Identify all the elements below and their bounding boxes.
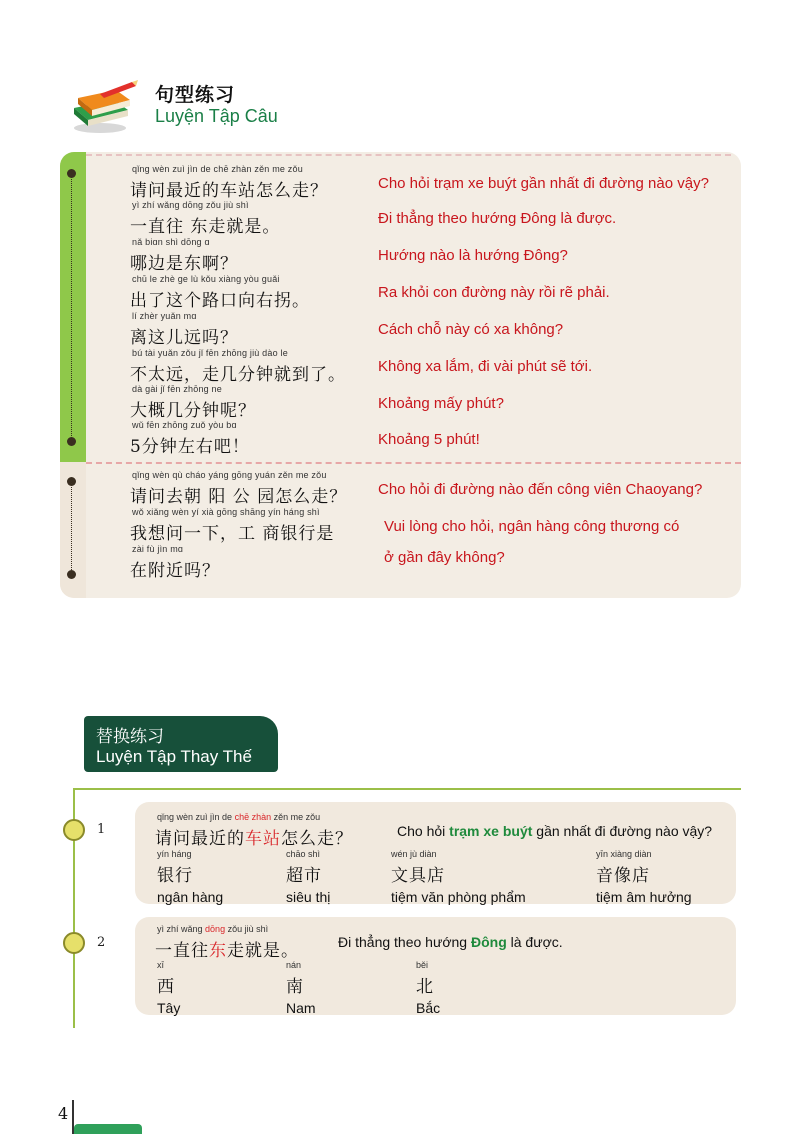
binding-line bbox=[71, 174, 72, 444]
substitution-option bbox=[286, 960, 316, 1016]
chinese-text: 北 bbox=[416, 977, 434, 997]
pinyin: dà gài jǐ fēn zhōng ne bbox=[132, 384, 222, 394]
sentence-row bbox=[130, 274, 310, 311]
chinese-text: 请问最近的车站怎么走？ bbox=[130, 181, 328, 201]
chinese-text: 一直往 东走就是。 bbox=[130, 217, 281, 237]
substitution-option bbox=[416, 960, 440, 1016]
sentence-row bbox=[130, 470, 347, 507]
binding-line bbox=[71, 482, 72, 570]
footer-green-tab bbox=[74, 1124, 142, 1134]
item-number: 1 bbox=[97, 822, 106, 837]
vietnamese-translation: Hướng nào là hướng Đông? bbox=[378, 247, 568, 264]
pinyin: yīn xiàng diàn bbox=[596, 849, 652, 859]
sentence-row bbox=[130, 164, 328, 201]
vietnamese-text: Nam bbox=[286, 1000, 316, 1016]
chinese-text: 不太远，走几分钟就到了。 bbox=[130, 365, 346, 385]
section-title-zh: 句型练习 bbox=[155, 84, 236, 106]
vietnamese-text: tiệm âm hưởng bbox=[596, 889, 692, 905]
pinyin: yín háng bbox=[157, 849, 192, 859]
section-title-vi: Luyện Tập Câu bbox=[155, 106, 278, 126]
example-sentence bbox=[155, 812, 353, 849]
sentence-practice-box bbox=[60, 152, 741, 598]
books-pencil-icon bbox=[70, 78, 140, 136]
chinese-text: 南 bbox=[286, 977, 304, 997]
pinyin: yì zhí wǎng dōng zǒu jiù shì bbox=[157, 924, 269, 934]
example-sentence bbox=[155, 924, 299, 961]
binding-dot bbox=[67, 570, 76, 579]
binding-dot bbox=[67, 437, 76, 446]
pinyin: bú tài yuǎn zǒu jǐ fēn zhōng jiù dào le bbox=[132, 348, 288, 358]
substitution-card bbox=[135, 802, 736, 904]
substitution-option bbox=[391, 849, 526, 905]
pinyin: zài fù jìn mɑ bbox=[132, 544, 184, 554]
item-marker-knob bbox=[63, 932, 85, 954]
chinese-text: 大概几分钟呢？ bbox=[130, 401, 256, 421]
pinyin: nǎ biɑn shì dōng ɑ bbox=[132, 237, 210, 247]
vietnamese-translation: Đi thẳng theo hướng Đông là được. bbox=[378, 210, 617, 227]
vietnamese-text: Tây bbox=[157, 1000, 181, 1016]
chinese-text: 音像店 bbox=[596, 866, 650, 886]
substitution-card bbox=[135, 917, 736, 1015]
sentence-row bbox=[130, 200, 280, 237]
pinyin: nán bbox=[286, 960, 302, 970]
chinese-text: 超市 bbox=[286, 866, 322, 886]
dashed-border-top bbox=[86, 154, 731, 156]
rail-horizontal bbox=[73, 788, 741, 790]
page-number: 4 bbox=[58, 1104, 69, 1123]
vietnamese-text: siêu thị bbox=[286, 889, 331, 905]
substitution-title-vi: Luyện Tập Thay Thế bbox=[96, 747, 252, 766]
chinese-text: 出了这个路口向右拐。 bbox=[130, 291, 310, 311]
notebook-spine bbox=[60, 152, 86, 462]
vietnamese-text: ngân hàng bbox=[157, 889, 224, 905]
chinese-text: 哪边是东啊？ bbox=[130, 254, 238, 274]
sentence-row bbox=[130, 507, 334, 581]
chinese-text: 在附近吗？ bbox=[130, 561, 220, 581]
chinese-text: 一直往东走就是。 bbox=[155, 941, 299, 961]
pinyin: wén jù diàn bbox=[391, 849, 437, 859]
pinyin: běi bbox=[416, 960, 429, 970]
item-marker-knob bbox=[63, 819, 85, 841]
sentence-row bbox=[130, 420, 250, 457]
sentence-row bbox=[130, 348, 346, 385]
binding-dot bbox=[67, 477, 76, 486]
pinyin: chū le zhè ge lù kǒu xiàng yòu guǎi bbox=[132, 274, 280, 284]
binding-dot bbox=[67, 169, 76, 178]
substitution-section-tag bbox=[84, 716, 278, 772]
pinyin: wǒ xiǎng wèn yí xià gōng shāng yín háng shì bbox=[132, 507, 320, 517]
vietnamese-translation: Cho hỏi trạm xe buýt gần nhất đi đường nào vậy? bbox=[378, 175, 709, 192]
substitution-title-zh: 替换练习 bbox=[96, 727, 164, 747]
sentence-row bbox=[130, 237, 238, 274]
chinese-text: 我想问一下，工 商银行是 bbox=[130, 524, 335, 544]
pinyin: qǐng wèn zuì jìn de chē zhàn zěn me zǒu bbox=[132, 164, 303, 174]
substitution-option bbox=[157, 849, 223, 905]
vietnamese-translation: Vui lòng cho hỏi, ngân hàng công thương có bbox=[384, 518, 680, 535]
sentence-row bbox=[130, 384, 256, 421]
chinese-text: 5分钟左右吧！ bbox=[130, 437, 250, 457]
chinese-text: 请问最近的车站怎么走？ bbox=[155, 829, 353, 849]
item-number: 2 bbox=[97, 935, 106, 950]
vietnamese-translation: Cách chỗ này có xa không? bbox=[378, 321, 564, 338]
pinyin: yì zhí wǎng dōng zǒu jiù shì bbox=[132, 200, 249, 210]
vietnamese-translation: ở gần đây không? bbox=[384, 549, 505, 566]
vietnamese-text: tiệm văn phòng phẩm bbox=[391, 889, 526, 905]
pinyin: wǔ fēn zhōng zuǒ yòu bɑ bbox=[132, 420, 237, 430]
chinese-text: 文具店 bbox=[391, 866, 445, 886]
substitution-option bbox=[286, 849, 330, 905]
substitution-option bbox=[596, 849, 692, 905]
vietnamese-translation: Khoảng mấy phút? bbox=[378, 395, 504, 412]
pinyin: lí zhèr yuǎn mɑ bbox=[132, 311, 197, 321]
pinyin: xī bbox=[157, 960, 165, 970]
dashed-divider bbox=[86, 462, 741, 464]
chinese-text: 离这儿远吗？ bbox=[130, 328, 238, 348]
example-translation: Cho hỏi trạm xe buýt gần nhất đi đường nào vậy? bbox=[397, 823, 713, 839]
vietnamese-text: Bắc bbox=[416, 1000, 441, 1016]
vietnamese-translation: Cho hỏi đi đường nào đến công viên Chaoyang? bbox=[378, 481, 703, 498]
chinese-text: 请问去朝 阳 公 园怎么走？ bbox=[130, 487, 348, 507]
vietnamese-translation: Khoảng 5 phút! bbox=[378, 431, 480, 448]
pinyin: qǐng wèn qù cháo yáng gōng yuán zěn me zǒu bbox=[132, 470, 327, 480]
vietnamese-translation: Ra khỏi con đường này rồi rẽ phải. bbox=[378, 284, 610, 301]
pinyin: qǐng wèn zuì jìn de chē zhàn zěn me zǒu bbox=[157, 812, 321, 822]
sentence-row bbox=[130, 311, 238, 348]
vietnamese-translation: Không xa lắm, đi vài phút sẽ tới. bbox=[378, 358, 593, 375]
chinese-text: 银行 bbox=[157, 866, 193, 886]
example-translation: Đi thẳng theo hướng Đông là được. bbox=[338, 934, 563, 950]
substitution-option bbox=[157, 960, 180, 1016]
chinese-text: 西 bbox=[157, 977, 175, 997]
pinyin: chāo shì bbox=[286, 849, 321, 859]
